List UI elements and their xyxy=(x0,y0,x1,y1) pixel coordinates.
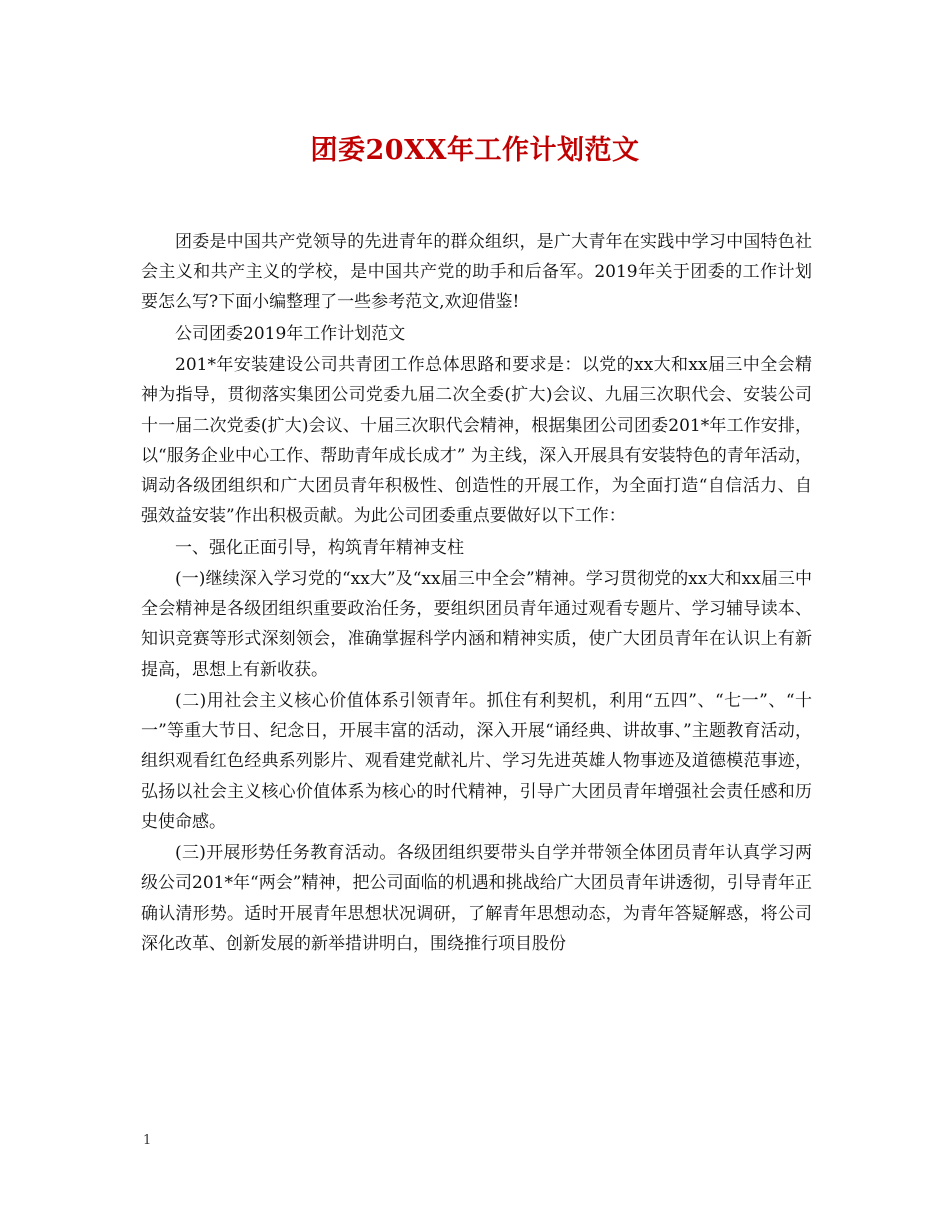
section-heading-1: 一、强化正面引导，构筑青年精神支柱 xyxy=(175,537,464,558)
paragraph-item-1: (一)继续深入学习党的“xx大”及“xx届三中全会”精神。学习贯彻党的xx大和xx届三中全会精神是各级团组织重要政治任务，要组织团员青年通过观看专题片、学习辅导读本、知识竞赛等形式深刻领会，准确掌握科学内涵和精神实质，使广大团员青年在认识上有新提高，思想上有新收获。 xyxy=(141,568,812,680)
paragraph-overview: 201*年安装建设公司共青团工作总体思路和要求是：以党的xx大和xx届三中全会精神为指导，贯彻落实集团公司党委九届二次全委(扩大)会议、九届三次职代会、安装公司十一届二次党委(扩大)会议、十届三次职代会精神，根据集团公司团委201*年工作安排，以“服务企业中心工作、帮助青年成长成才” 为主线，深入开展具有安装特色的青年活动，调动各级团组织和广大团员青年积极性、创造性的开展工作，为全面打造“自信活力、自强效益安装”作出积极贡献。为此公司团委重点要做好以下工作： xyxy=(141,355,812,527)
paragraph-intro: 团委是中国共产党领导的先进青年的群众组织，是广大青年在实践中学习中国特色社会主义和共产主义的学校，是中国共产党的助手和后备军。2019年关于团委的工作计划要怎么写?下面小编整理了一些参考范文,欢迎借鉴! xyxy=(141,232,812,313)
document-body xyxy=(141,227,812,959)
paragraph-item-2: (二)用社会主义核心价值体系引领青年。抓住有利契机，利用“五四”、“七一”、“十一”等重大节日、纪念日，开展丰富的活动，深入开展“诵经典、讲故事、”主题教育活动，组织观看红色经典系列影片、观看建党献礼片、学习先进英雄人物事迹及道德模范事迹，弘扬以社会主义核心价值体系为核心的时代精神，引导广大团员青年增强社会责任感和历史使命感。 xyxy=(141,690,812,832)
paragraph-item-3: (三)开展形势任务教育活动。各级团组织要带头自学并带领全体团员青年认真学习两级公司201*年“两会”精神，把公司面临的机遇和挑战给广大团员青年讲透彻，引导青年正确认清形势。适时开展青年思想状况调研，了解青年思想动态，为青年答疑解惑，将公司深化改革、创新发展的新举措讲明白，围绕推行项目股份 xyxy=(141,843,812,954)
page-number: 1 xyxy=(143,1133,152,1148)
paragraph-subtitle: 公司团委2019年工作计划范文 xyxy=(175,323,406,344)
document-title: 团委20XX年工作计划范文 xyxy=(310,135,640,166)
